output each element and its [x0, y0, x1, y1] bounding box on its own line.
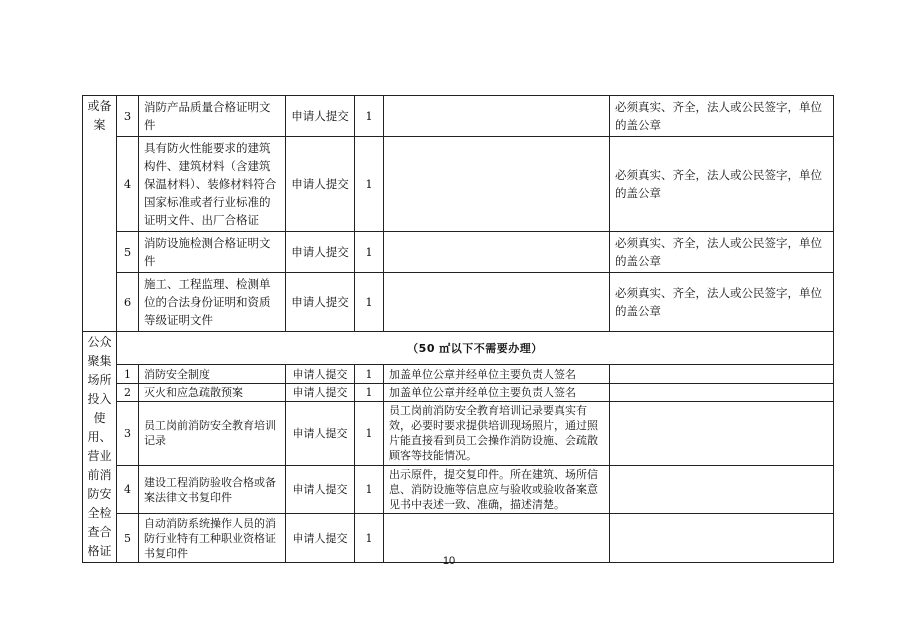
remark-cell [384, 273, 610, 332]
material-source: 申请人提交 [286, 273, 355, 332]
requirement-cell [610, 365, 834, 383]
material-name: 建设工程消防验收合格或备案法律文书复印件 [139, 465, 286, 514]
material-source: 申请人提交 [286, 383, 355, 401]
row-number: 4 [117, 137, 139, 232]
requirement-cell [610, 401, 834, 465]
remark-cell [384, 96, 610, 137]
material-source: 申请人提交 [286, 514, 355, 563]
row-number: 5 [117, 232, 139, 273]
row-number: 5 [117, 514, 139, 563]
row-number: 6 [117, 273, 139, 332]
copy-count: 1 [355, 273, 384, 332]
remark-cell [384, 137, 610, 232]
remark-cell [384, 232, 610, 273]
copy-count: 1 [355, 401, 384, 465]
row-number: 1 [117, 365, 139, 383]
requirement-cell [610, 465, 834, 514]
requirement-cell: 必须真实、齐全，法人或公民签字，单位的盖公章 [610, 273, 834, 332]
category-cell: 公众聚集场所投入使用、营业前消防安全检查合格证 [83, 332, 117, 563]
table-row [83, 365, 834, 383]
material-source: 申请人提交 [286, 365, 355, 383]
remark-cell: 加盖单位公章并经单位主要负责人签名 [384, 365, 610, 383]
copy-count: 1 [355, 514, 384, 563]
remark-cell: 加盖单位公章并经单位主要负责人签名 [384, 383, 610, 401]
row-number: 2 [117, 383, 139, 401]
page-number: 10 [442, 555, 456, 567]
table-row [83, 332, 834, 365]
table-row [83, 465, 834, 514]
table-row [83, 232, 834, 273]
section-banner: （50 ㎡以下不需要办理） [117, 332, 834, 365]
material-source: 申请人提交 [286, 465, 355, 514]
requirement-cell [610, 383, 834, 401]
material-name: 消防安全制度 [139, 365, 286, 383]
table-row [83, 401, 834, 465]
material-name: 自动消防系统操作人员的消防行业特有工种职业资格证书复印件 [139, 514, 286, 563]
copy-count: 1 [355, 465, 384, 514]
remark-cell: 出示原件，提交复印件。所在建筑、场所信息、消防设施等信息应与验收或验收备案意见书中表述一致、准确，描述清楚。 [384, 465, 610, 514]
table-row [83, 137, 834, 232]
copy-count: 1 [355, 232, 384, 273]
table-row [83, 273, 834, 332]
remark-cell: 员工岗前消防安全教育培训记录要真实有效，必要时要求提供培训现场照片，通过照片能直接看到员工会操作消防设施、会疏散顾客等技能情况。 [384, 401, 610, 465]
material-source: 申请人提交 [286, 137, 355, 232]
material-name: 具有防火性能要求的建筑构件、建筑材料（含建筑保温材料）、装修材料符合国家标准或者行业标准的证明文件、出厂合格证 [139, 137, 286, 232]
material-name: 消防产品质量合格证明文件 [139, 96, 286, 137]
requirement-cell: 必须真实、齐全，法人或公民签字，单位的盖公章 [610, 137, 834, 232]
row-number: 3 [117, 96, 139, 137]
copy-count: 1 [355, 383, 384, 401]
row-number: 3 [117, 401, 139, 465]
materials-table [82, 95, 834, 563]
copy-count: 1 [355, 96, 384, 137]
material-name: 消防设施检测合格证明文件 [139, 232, 286, 273]
category-cell: 或备案 [83, 96, 117, 332]
material-name: 灭火和应急疏散预案 [139, 383, 286, 401]
row-number: 4 [117, 465, 139, 514]
copy-count: 1 [355, 137, 384, 232]
material-name: 员工岗前消防安全教育培训记录 [139, 401, 286, 465]
material-source: 申请人提交 [286, 232, 355, 273]
copy-count: 1 [355, 365, 384, 383]
table-row [83, 383, 834, 401]
material-source: 申请人提交 [286, 96, 355, 137]
requirement-cell: 必须真实、齐全，法人或公民签字，单位的盖公章 [610, 232, 834, 273]
requirement-cell: 必须真实、齐全，法人或公民签字，单位的盖公章 [610, 96, 834, 137]
material-source: 申请人提交 [286, 401, 355, 465]
material-name: 施工、工程监理、检测单位的合法身份证明和资质等级证明文件 [139, 273, 286, 332]
table-row [83, 96, 834, 137]
